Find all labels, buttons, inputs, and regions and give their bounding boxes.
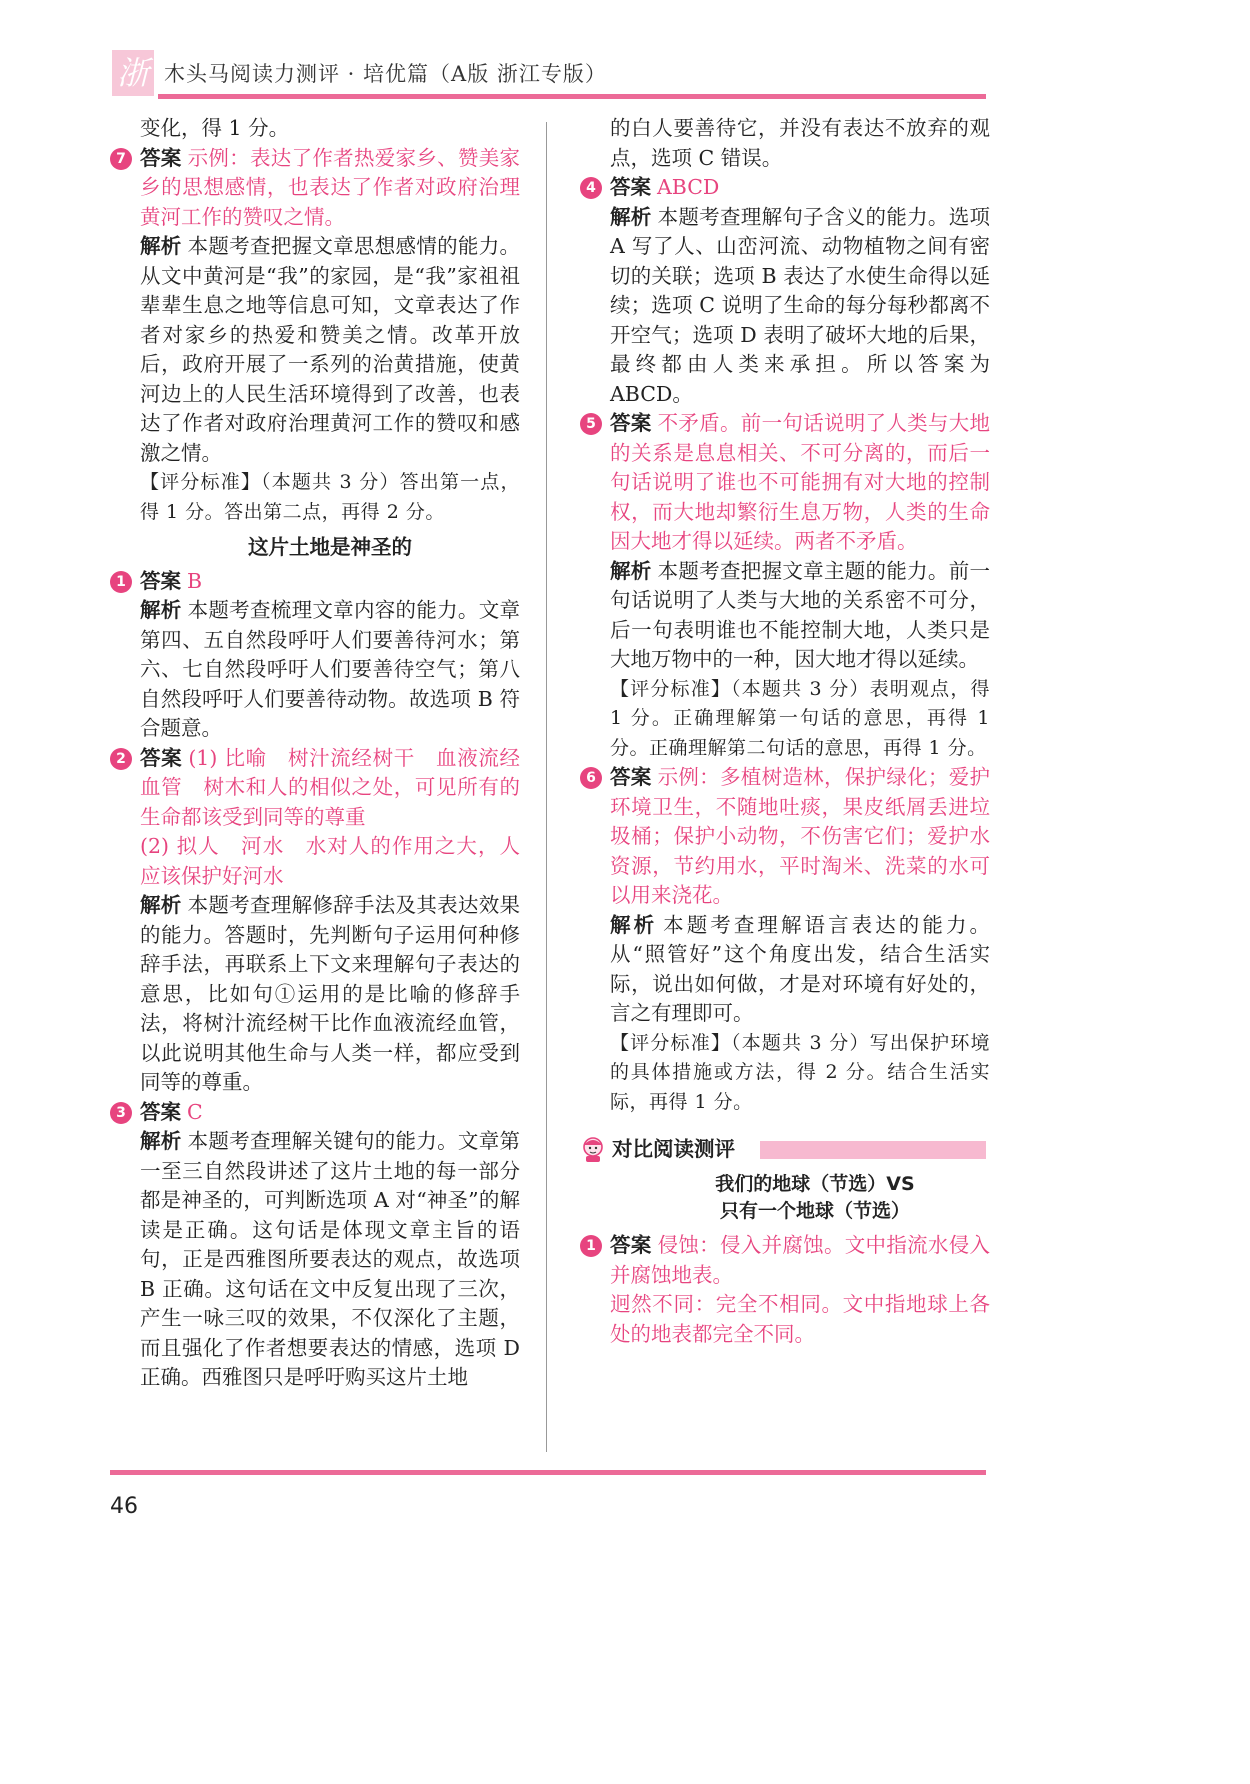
section-bar-title: 对比阅读测评 — [612, 1137, 735, 1161]
q7-scoring-standard: 【评分标准】（本题共 3 分）答出第一点，得 1 分。答出第二点，再得 2 分。 — [140, 471, 520, 523]
page-number: 46 — [110, 1494, 138, 1519]
q4-answer — [586, 173, 990, 203]
q7-analysis — [140, 232, 520, 468]
question-number: 3 — [110, 1102, 132, 1124]
answer-label: 答案 — [610, 175, 651, 199]
question-number: 5 — [580, 413, 602, 435]
answer-label: 答案 — [140, 145, 182, 170]
analysis-text: 本题考查梳理文章内容的能力。文章第四、五自然段呼吁人们要善待河水；第六、七自然段呼吁人们要善待空气；第八自然段呼吁人们要善待动物。故选项 B 符合题意。 — [140, 598, 521, 740]
analysis-text: 本题考查理解语言表达的能力。从“照管好”这个角度出发，结合生活实际，说出如何做，才是对环境有好处的，言之有理即可。 — [610, 912, 991, 1025]
answer-text: ABCD — [657, 175, 720, 199]
q3-answer — [116, 1098, 520, 1128]
continued-text: 的白人要善待它，并没有表达不放弃的观点，选项 C 错误。 — [610, 116, 990, 170]
analysis-label: 解析 — [610, 912, 658, 937]
page-header — [106, 50, 986, 96]
question-number: 1 — [110, 571, 132, 593]
analysis-label: 解析 — [610, 204, 652, 229]
answer-text: 侵蚀：侵入并腐蚀。文中指流水侵入并腐蚀地表。 — [610, 1233, 991, 1287]
analysis-label: 解析 — [140, 1129, 182, 1153]
right-column — [586, 114, 991, 1349]
q5-analysis — [610, 557, 990, 675]
answer-label: 答案 — [610, 765, 652, 789]
answer-label: 答案 — [140, 568, 181, 593]
answer-label: 答案 — [610, 1233, 652, 1257]
compare-q1-answer-part2: 迥然不同：完全不相同。文中指地球上各处的地表都完全不同。 — [610, 1292, 990, 1346]
student-face-icon — [580, 1135, 606, 1163]
analysis-text: 本题考查把握文章主题的能力。前一句话说明了人类与大地的关系密不可分，后一句表明谁也不能控制大地，人类只是大地万物中的一种，因大地才得以延续。 — [610, 558, 991, 671]
header-rule — [158, 94, 986, 99]
q3-analysis — [140, 1127, 520, 1393]
footer-rule — [110, 1470, 986, 1475]
question-number: 4 — [580, 177, 602, 199]
question-number: 7 — [110, 148, 132, 170]
section-bar-fill — [760, 1141, 986, 1159]
answer-text: C — [187, 1099, 203, 1124]
compare-title-line2: 只有一个地球（节选） — [719, 1200, 910, 1222]
province-badge: 浙 — [112, 50, 154, 96]
analysis-text: 本题考查理解句子含义的能力。选项 A 写了人、山峦河流、动物植物之间有密切的关联；选项 B 表达了水使生命得以延续；选项 C 说明了生命的每分每秒都离不开空气；选项 D 表明了破坏大地的后果，最终都由人类来承担。所以答案为 ABCD。 — [610, 204, 991, 406]
q2-analysis — [140, 891, 520, 1098]
question-number: 1 — [580, 1235, 602, 1257]
answer-text: B — [187, 568, 203, 593]
answer-text: 示例：多植树造林，保护绿化；爱护环境卫生，不随地吐痰，果皮纸屑丢进垃圾桶；保护小动物，不伤害它们；爱护水资源，节约用水，平时淘米、洗菜的水可以用来浇花。 — [610, 765, 991, 907]
q5-scoring-standard: 【评分标准】（本题共 3 分）表明观点，得 1 分。正确理解第一句话的意思，再得 1 分。正确理解第二句话的意思，再得 1 分。 — [610, 677, 990, 759]
analysis-label: 解析 — [140, 598, 182, 622]
left-column — [116, 114, 521, 1393]
q4-analysis — [610, 203, 990, 410]
analysis-label: 解析 — [140, 893, 182, 917]
q7-answer — [116, 144, 521, 233]
analysis-label: 解析 — [140, 234, 182, 258]
comparative-reading-bar — [610, 1133, 990, 1167]
q1-analysis — [140, 596, 520, 744]
section-title: 这片土地是神圣的 — [248, 535, 412, 559]
q2-answer-part2: (2) 拟人 河水 水对人的作用之大，人应该保护好河水 — [140, 834, 520, 888]
analysis-text: 本题考查理解关键句的能力。文章第一至三自然段讲述了这片土地的每一部分都是神圣的，可判断选项 A 对“神圣”的解读是正确。这句话是体现文章主旨的语句，正是西雅图所要表达的观点，故选项 B 正确。这句话在文中反复出现了三次，产生一咏三叹的效果，不仅深化了主题，而且强化了作者想要表达的情感，选项 D 正确。西雅图只是呼吁购买这片土地 — [140, 1129, 521, 1389]
answer-label: 答案 — [610, 411, 652, 435]
question-number: 2 — [110, 748, 132, 770]
q6-answer — [586, 763, 991, 911]
analysis-label: 解析 — [610, 558, 652, 583]
q2-answer — [116, 744, 520, 833]
q6-scoring-standard: 【评分标准】（本题共 3 分）写出保护环境的具体措施或方法，得 2 分。结合生活实际，再得 1 分。 — [610, 1031, 990, 1113]
continued-text: 变化，得 1 分。 — [140, 116, 290, 140]
question-number: 6 — [580, 767, 602, 789]
book-title: 木头马阅读力测评 · 培优篇（A版 浙江专版） — [164, 62, 607, 86]
analysis-text: 本题考查把握文章思想感情的能力。从文中黄河是“我”的家园，是“我”家祖祖辈辈生息之地等信息可知，文章表达了作者对家乡的热爱和赞美之情。改革开放后，政府开展了一系列的治黄措施，使黄河边上的人民生活环境得到了改善，也表达了作者对政府治理黄河工作的赞叹和感激之情。 — [140, 234, 521, 465]
answer-text: 不矛盾。前一句话说明了人类与大地的关系是息息相关、不可分离的，而后一句话说明了谁也不可能拥有对大地的控制权，而大地却繁衍生息万物，人类的生命因大地才得以延续。两者不矛盾。 — [610, 411, 991, 553]
compare-q1-answer — [586, 1231, 991, 1290]
q1-answer — [116, 567, 520, 597]
analysis-text: 本题考查理解修辞手法及其表达效果的能力。答题时，先判断句子运用何种修辞手法，再联系上下文来理解句子表达的意思，比如句①运用的是比喻的修辞手法，将树汁流经树干比作血液流经血管，以此说明其他生命与人类一样，都应受到同等的尊重。 — [140, 893, 521, 1094]
answer-label: 答案 — [140, 745, 183, 770]
q6-analysis — [610, 911, 990, 1029]
column-divider — [546, 122, 547, 1452]
answer-text: (1) 比喻 树汁流经树干 血液流经血管 树木和人的相似之处，可见所有的生命都该受到同等的尊重 — [140, 745, 520, 829]
answer-label: 答案 — [140, 1099, 181, 1124]
answer-text: 示例：表达了作者热爱家乡、赞美家乡的思想感情，也表达了作者对政府治理黄河工作的赞叹之情。 — [140, 145, 521, 229]
compare-title-line1: 我们的地球（节选）VS — [715, 1173, 915, 1195]
q5-answer — [586, 409, 991, 557]
